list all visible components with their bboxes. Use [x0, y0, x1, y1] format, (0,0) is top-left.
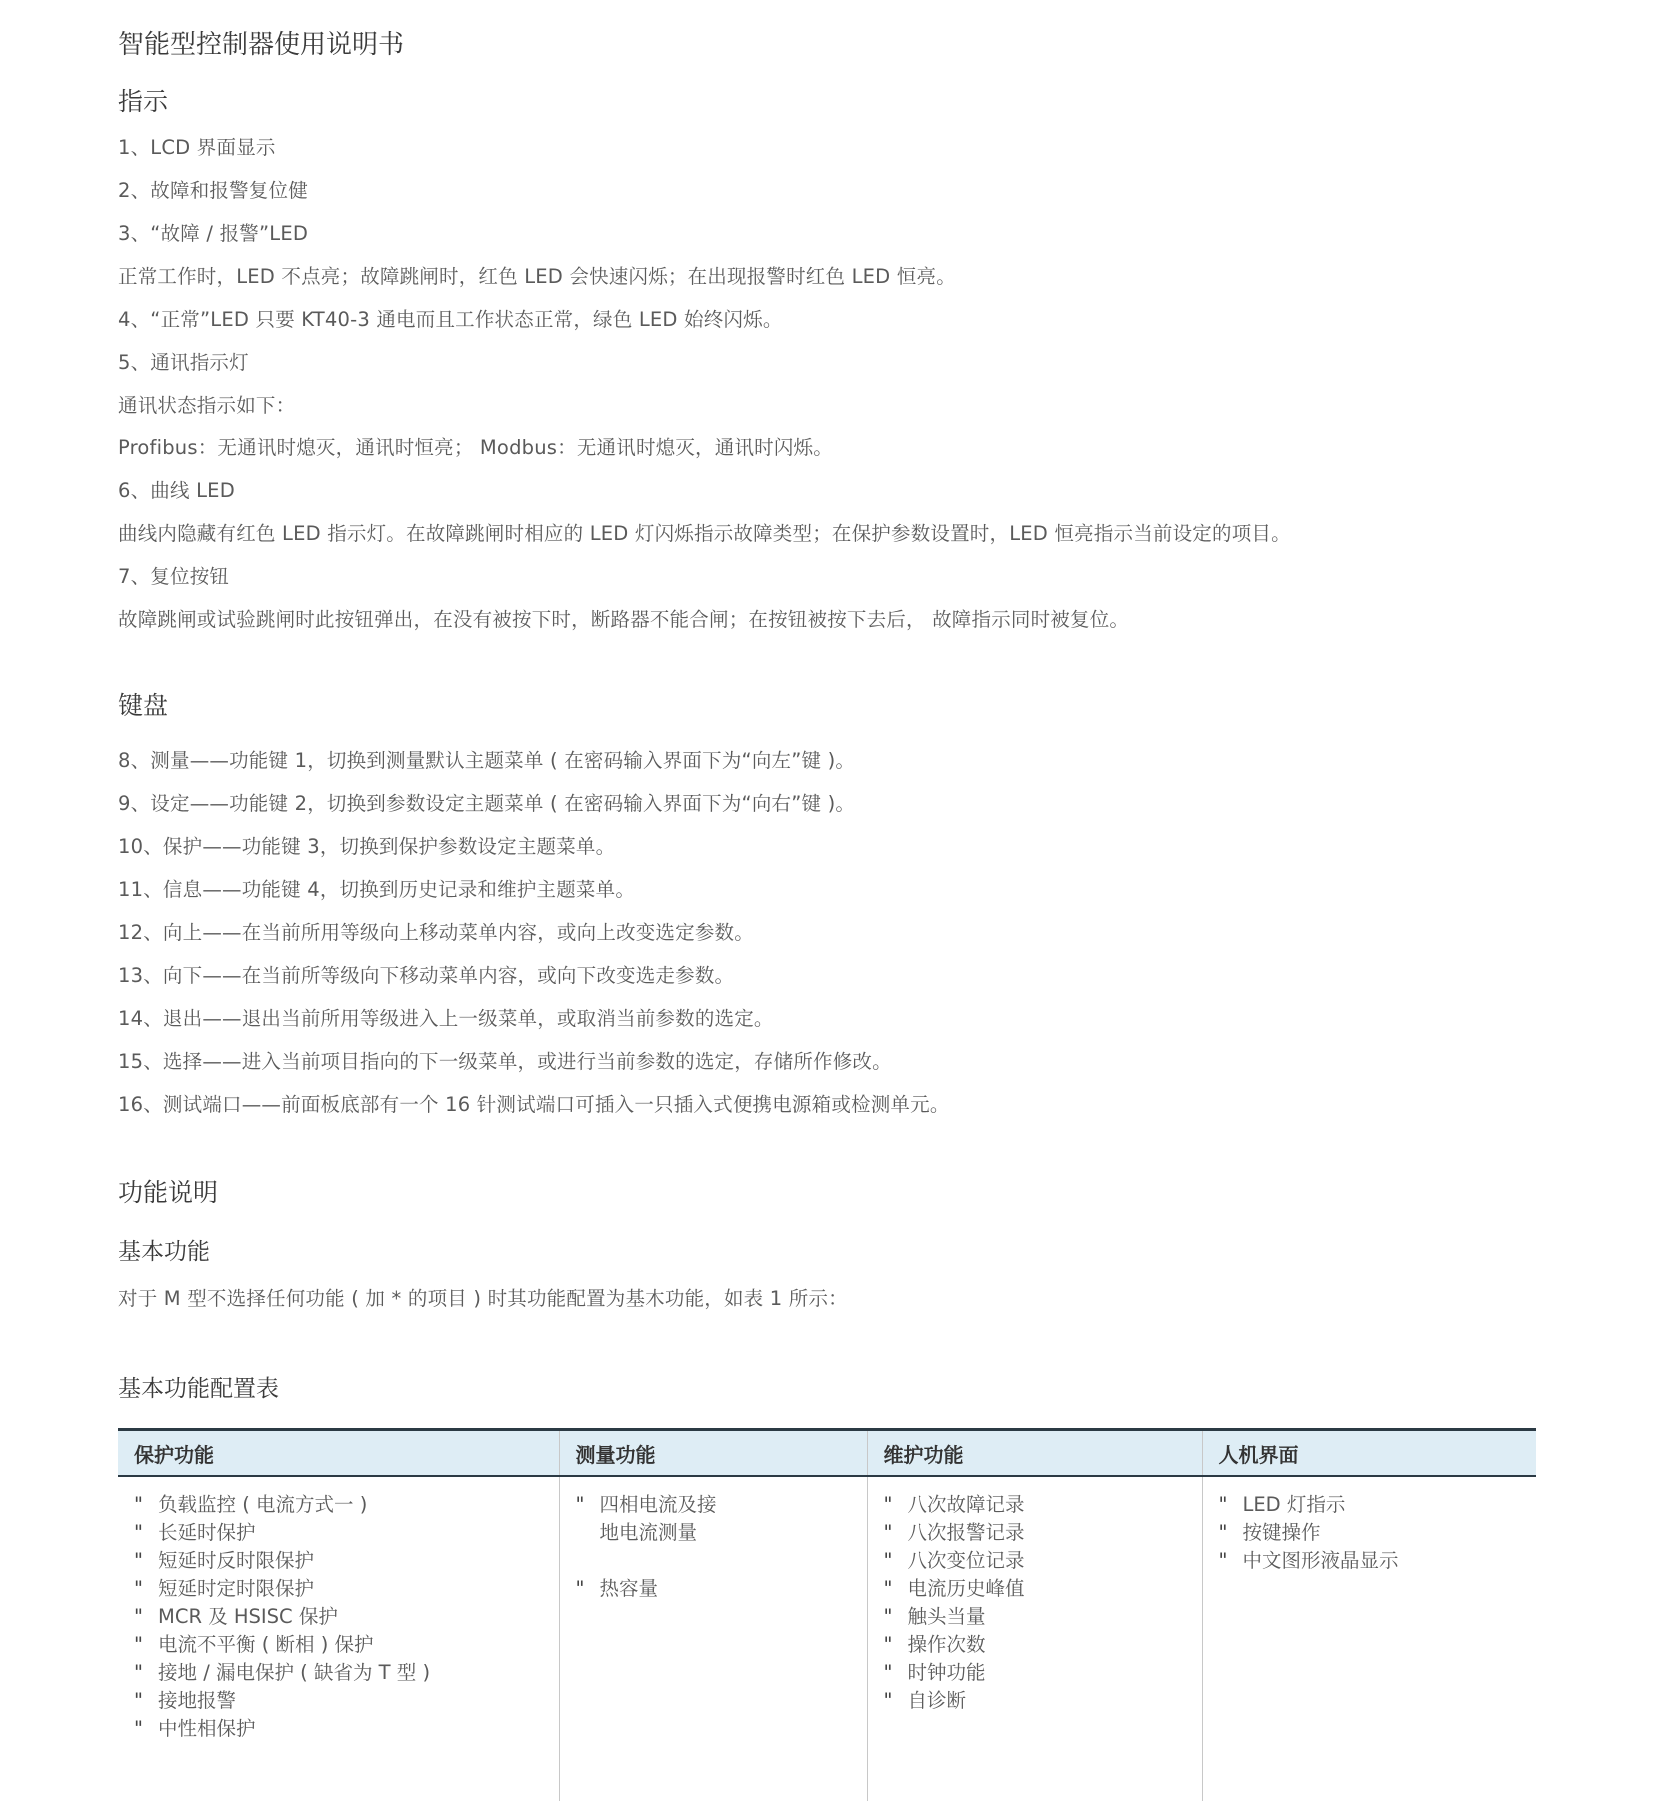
- bullet-mark: ": [134, 1717, 143, 1740]
- bullet-mark: ": [134, 1521, 143, 1544]
- list-item: " 短延时反时限保护: [134, 1547, 559, 1575]
- list-item: " 八次报警记录: [884, 1519, 1202, 1547]
- keyboard-line: 9、设定——功能键 2，切换到参数设定主题菜单 ( 在密码输入界面下为“向右”键 )。: [118, 792, 856, 815]
- header-protection: 保护功能: [118, 1430, 559, 1477]
- list-item: " 自诊断: [884, 1687, 1202, 1715]
- list-item: " 触头当量: [884, 1603, 1202, 1631]
- indicator-line: 6、曲线 LED: [118, 479, 235, 502]
- list-item: " 电流历史峰值: [884, 1575, 1202, 1603]
- list-item: " 短延时定时限保护: [134, 1575, 559, 1603]
- list-item: " 八次故障记录: [884, 1491, 1202, 1519]
- list-item: " 按键操作: [1219, 1519, 1537, 1547]
- table-body-row: [118, 1476, 1536, 1801]
- bullet-mark: ": [1218, 1493, 1228, 1516]
- bullet-mark: ": [883, 1605, 893, 1628]
- indicator-line: 5、通讯指示灯: [118, 351, 249, 374]
- list-item: " 长延时保护: [134, 1519, 559, 1547]
- section-title-function: 功能说明: [118, 1178, 219, 1207]
- subsection-title-basic: 基本功能: [118, 1239, 210, 1265]
- header-measurement: 测量功能: [559, 1430, 867, 1477]
- function-description: 对于 M 型不选择任何功能 ( 加 * 的项目 ) 时其功能配置为基木功能，如表 1 所示：: [118, 1287, 848, 1310]
- table-title: 基本功能配置表: [118, 1376, 279, 1402]
- column-measurement: [559, 1476, 867, 1801]
- bullet-mark: ": [134, 1577, 143, 1600]
- bullet-mark: ": [134, 1549, 143, 1572]
- indicator-line: 1、LCD 界面显示: [118, 136, 276, 159]
- keyboard-line: 14、退出——退出当前所用等级进入上一级菜单，或取消当前参数的选定。: [118, 1007, 774, 1030]
- list-item-continued: 地电流测量: [599, 1521, 698, 1544]
- list-item: " 中文图形液晶显示: [1219, 1547, 1537, 1575]
- list-item: " MCR 及 HSISC 保护: [134, 1603, 559, 1631]
- keyboard-line: 10、保护——功能键 3，切换到保护参数设定主题菜单。: [118, 835, 616, 858]
- bullet-mark: ": [134, 1689, 143, 1712]
- list-item: " 八次变位记录: [884, 1547, 1202, 1575]
- bullet-mark: ": [883, 1633, 893, 1656]
- column-hmi: [1202, 1476, 1536, 1801]
- bullet-mark: ": [883, 1689, 893, 1712]
- keyboard-line: 13、向下——在当前所等级向下移动菜单内容，或向下改变选走参数。: [118, 964, 735, 987]
- column-maintenance: [867, 1476, 1202, 1801]
- list-item: " 时钟功能: [884, 1659, 1202, 1687]
- list-item: " 操作次数: [884, 1631, 1202, 1659]
- bullet-mark: ": [883, 1521, 893, 1544]
- list-item: " 电流不平衡 ( 断相 ) 保护: [134, 1631, 559, 1659]
- bullet-mark: ": [134, 1493, 143, 1516]
- indicator-line: 2、故障和报警复位健: [118, 179, 308, 202]
- bullet-mark: ": [883, 1493, 893, 1516]
- list-item: " 接地报警: [134, 1687, 559, 1715]
- bullet-mark: ": [575, 1493, 585, 1516]
- indicator-line: 正常工作时，LED 不点亮；故障跳闸时，红色 LED 会快速闪烁；在出现报警时红色 LED 恒亮。: [118, 265, 956, 288]
- indicator-line: 7、复位按钮: [118, 565, 230, 588]
- list-item: " 四相电流及接: [576, 1491, 867, 1519]
- function-config-table: [118, 1428, 1536, 1801]
- list-item: " LED 灯指示: [1219, 1491, 1537, 1519]
- section-title-keyboard: 键盘: [118, 691, 169, 720]
- bullet-mark: ": [134, 1633, 143, 1656]
- section-title-indicators: 指示: [118, 87, 169, 116]
- keyboard-line: 12、向上——在当前所用等级向上移动菜单内容，或向上改变选定参数。: [118, 921, 754, 944]
- indicator-line: 曲线内隐藏有红色 LED 指示灯。在故障跳闸时相应的 LED 灯闪烁指示故障类型；在保护参数设置时，LED 恒亮指示当前设定的项目。: [118, 522, 1291, 545]
- indicator-line: Profibus：无通讯时熄灭，通讯时恒亮； Modbus：无通讯时熄灭，通讯时闪烁。: [118, 436, 833, 459]
- keyboard-line: 11、信息——功能键 4，切换到历史记录和维护主题菜单。: [118, 878, 636, 901]
- bullet-mark: ": [883, 1577, 893, 1600]
- indicator-line: 通讯状态指示如下：: [118, 394, 296, 417]
- indicator-line: 3、“故障 / 报警”LED: [118, 222, 309, 245]
- bullet-mark: ": [1218, 1549, 1228, 1572]
- keyboard-line: 15、选择——进入当前项目指向的下一级菜单，或进行当前参数的选定，存储所作修改。: [118, 1050, 892, 1073]
- list-item: " 接地 / 漏电保护 ( 缺省为 T 型 ): [134, 1659, 559, 1687]
- column-protection: [118, 1476, 559, 1801]
- bullet-mark: ": [575, 1577, 585, 1600]
- bullet-mark: ": [883, 1549, 893, 1572]
- header-hmi: 人机界面: [1202, 1430, 1536, 1477]
- list-item: " 热容量: [576, 1575, 867, 1603]
- bullet-mark: ": [883, 1661, 893, 1684]
- list-item: " 中性相保护: [134, 1715, 559, 1743]
- bullet-mark: ": [134, 1661, 143, 1684]
- indicator-line: 4、“正常”LED 只要 KT40-3 通电而且工作状态正常，绿色 LED 始终闪烁。: [118, 308, 783, 331]
- table-header-row: [118, 1430, 1536, 1477]
- bullet-mark: ": [1218, 1521, 1228, 1544]
- keyboard-line: 16、测试端口——前面板底部有一个 16 针测试端口可插入一只插入式便携电源箱或检测单元。: [118, 1093, 950, 1116]
- keyboard-line: 8、测量——功能键 1，切换到测量默认主题菜单 ( 在密码输入界面下为“向左”键 )。: [118, 749, 856, 772]
- header-maintenance: 维护功能: [867, 1430, 1202, 1477]
- list-item: " 负载监控 ( 电流方式一 ): [134, 1491, 559, 1519]
- indicator-line: 故障跳闸或试验跳闸时此按钮弹出，在没有被按下时，断路器不能合闸；在按钮被按下去后， 故障指示同时被复位。: [118, 608, 1130, 631]
- bullet-mark: ": [134, 1605, 143, 1628]
- document-title: 智能型控制器使用说明书: [118, 30, 405, 60]
